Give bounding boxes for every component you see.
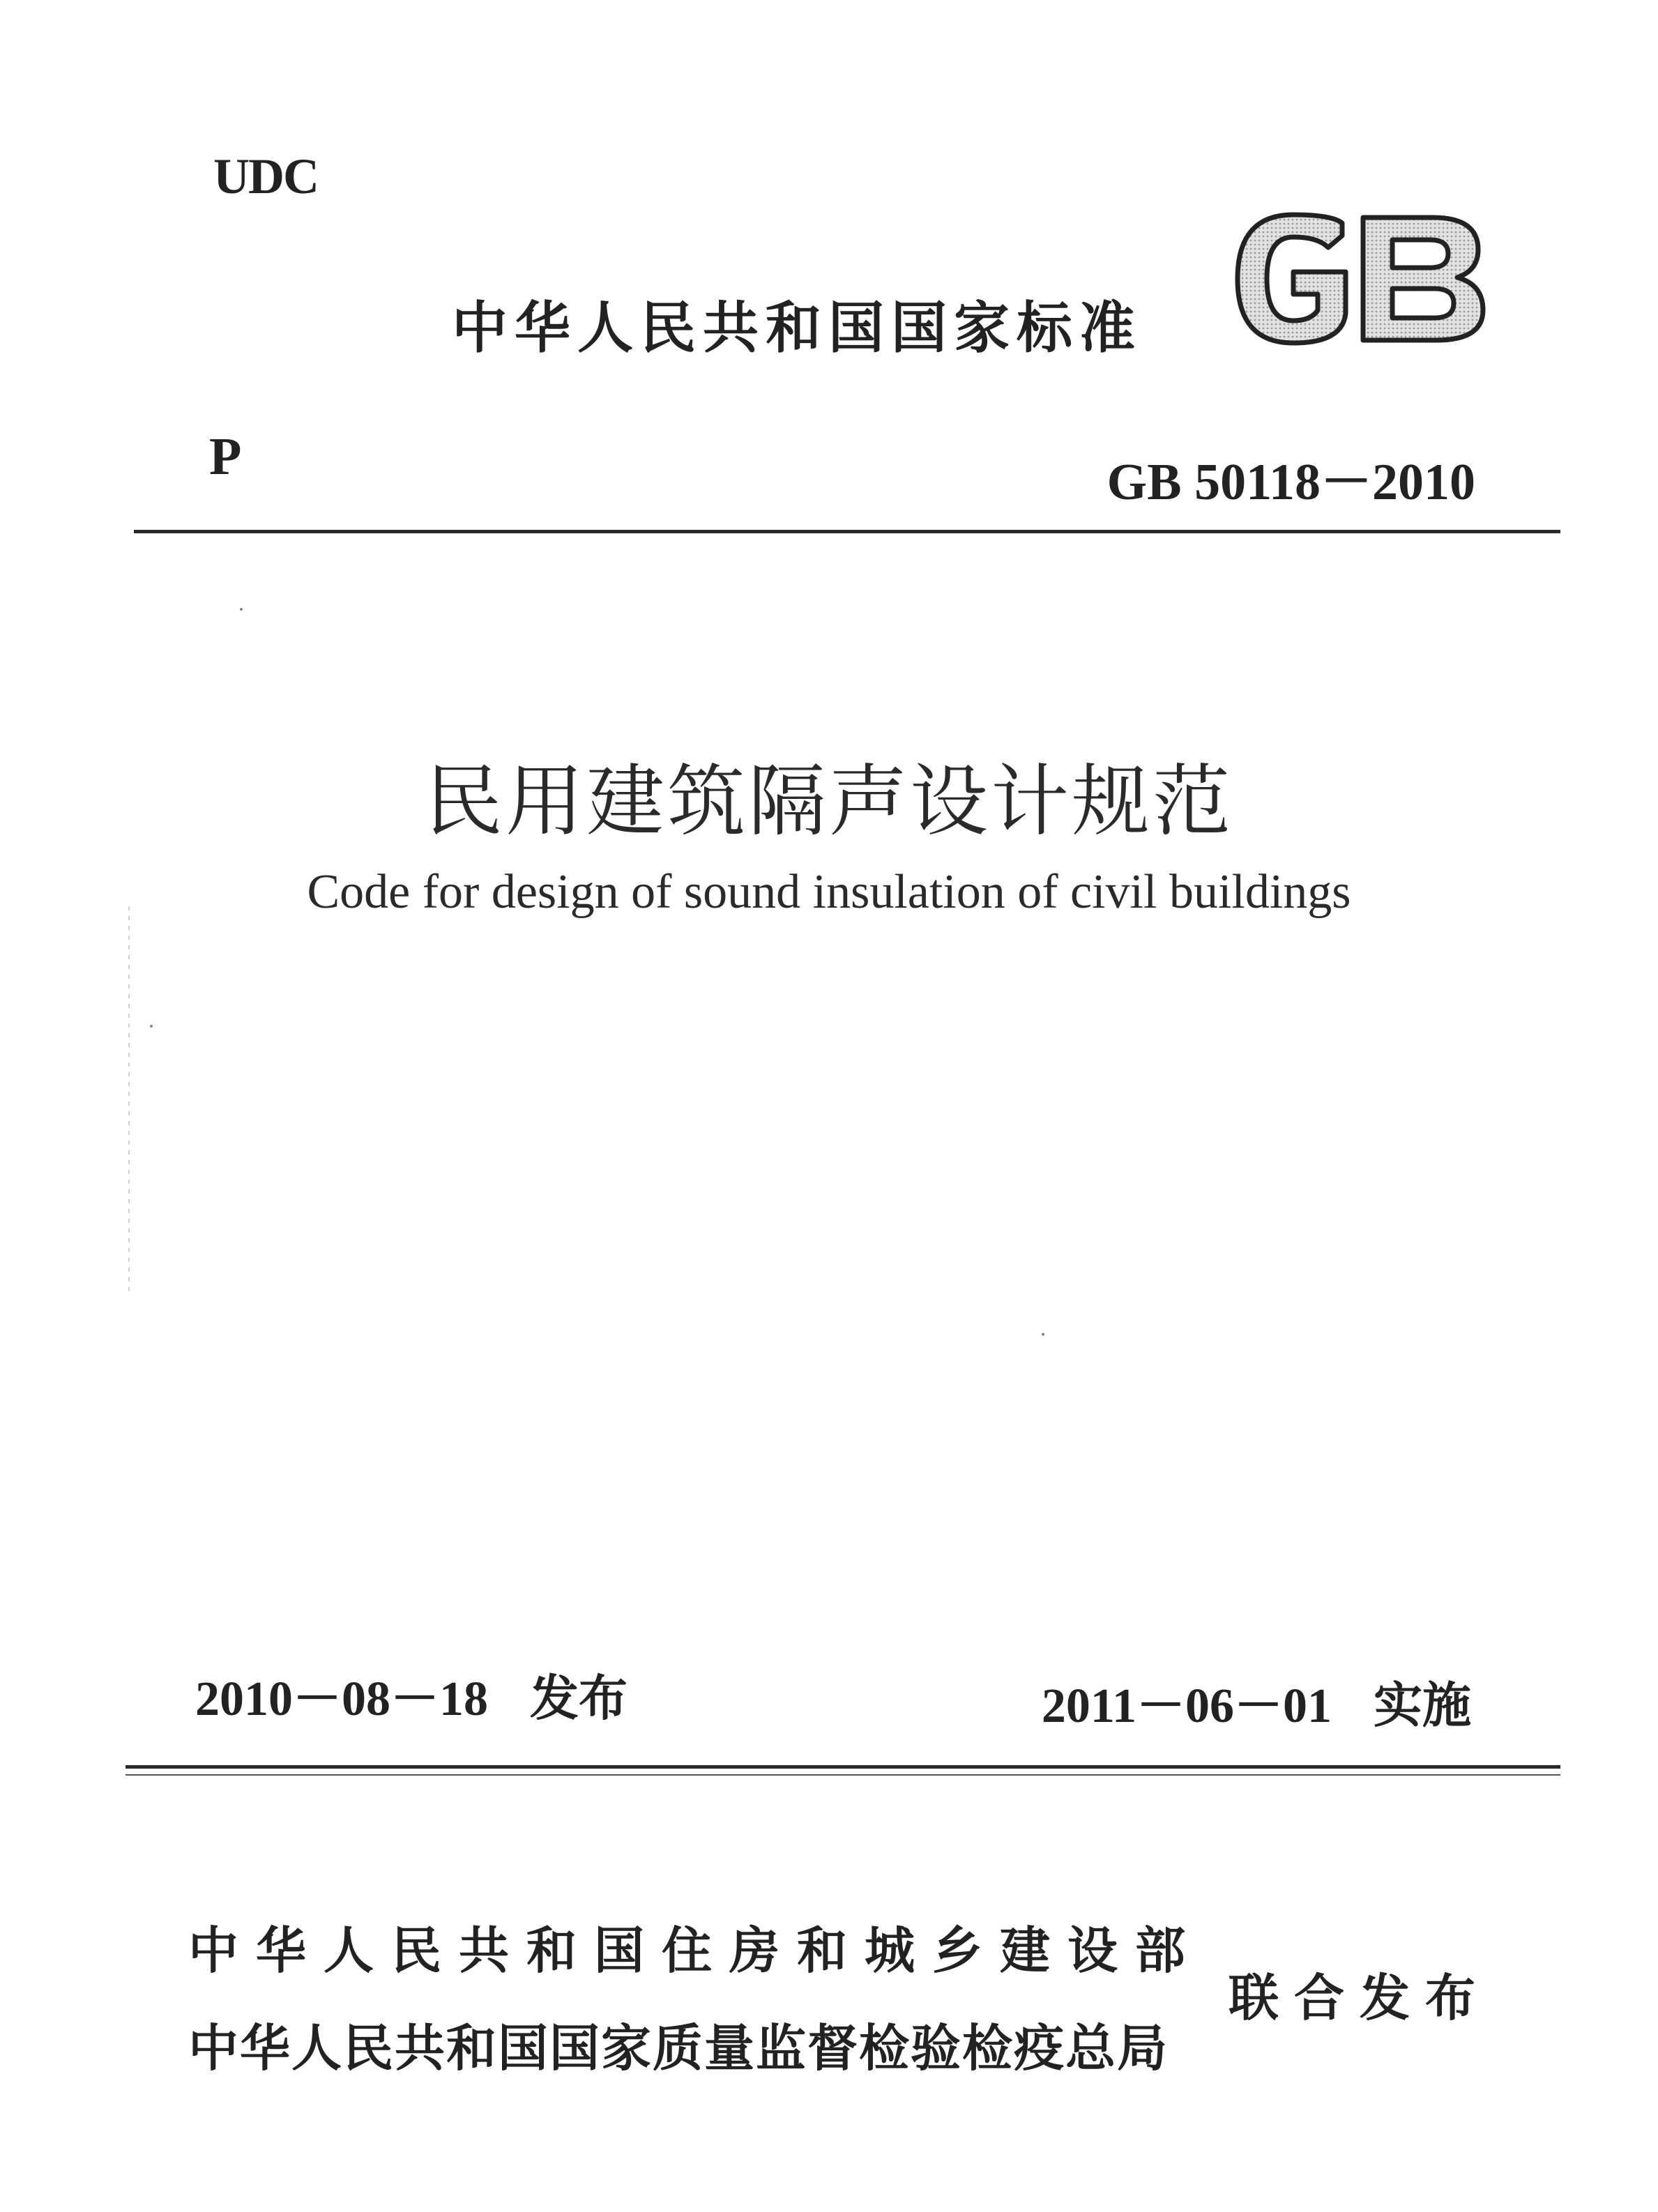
scan-speck [240,608,243,611]
gb-logo-g [1238,215,1346,343]
effective-date-block [1042,1666,1471,1737]
joint-issue-label: 联合发布 [1229,1969,1491,2027]
effective-label: 实施 [1374,1677,1471,1734]
issue-date-block [195,1659,628,1730]
standard-number: GB 50118－2010 [1106,454,1475,511]
top-divider [134,530,1560,533]
bottom-divider-thin [126,1774,1560,1776]
issuer-aqsiq: 中华人民共和国国家质量监督检验检疫总局 [188,2019,1169,2077]
udc-label: UDC [213,148,318,204]
scan-speck [1042,1333,1044,1336]
effective-date: 2011－06－01 [1041,1679,1332,1733]
gb-logo-b [1363,218,1483,340]
issue-date: 2010－08－18 [195,1672,488,1726]
issue-label: 发布 [530,1670,628,1727]
gb-logo [1224,209,1489,349]
category-code: P [209,427,242,486]
issuer-ministry-housing: 中华人民共和国住房和城乡建设部 [188,1921,1203,1980]
national-standard-heading: 中华人民共和国国家标准 [452,296,1142,360]
scan-speck [150,1025,153,1028]
title-chinese: 民用建筑隔声设计规范 [425,756,1233,847]
scan-edge-mark [128,906,130,1297]
title-english: Code for design of sound insulation of civil buildings [307,865,1351,919]
bottom-divider-thick [126,1765,1560,1769]
